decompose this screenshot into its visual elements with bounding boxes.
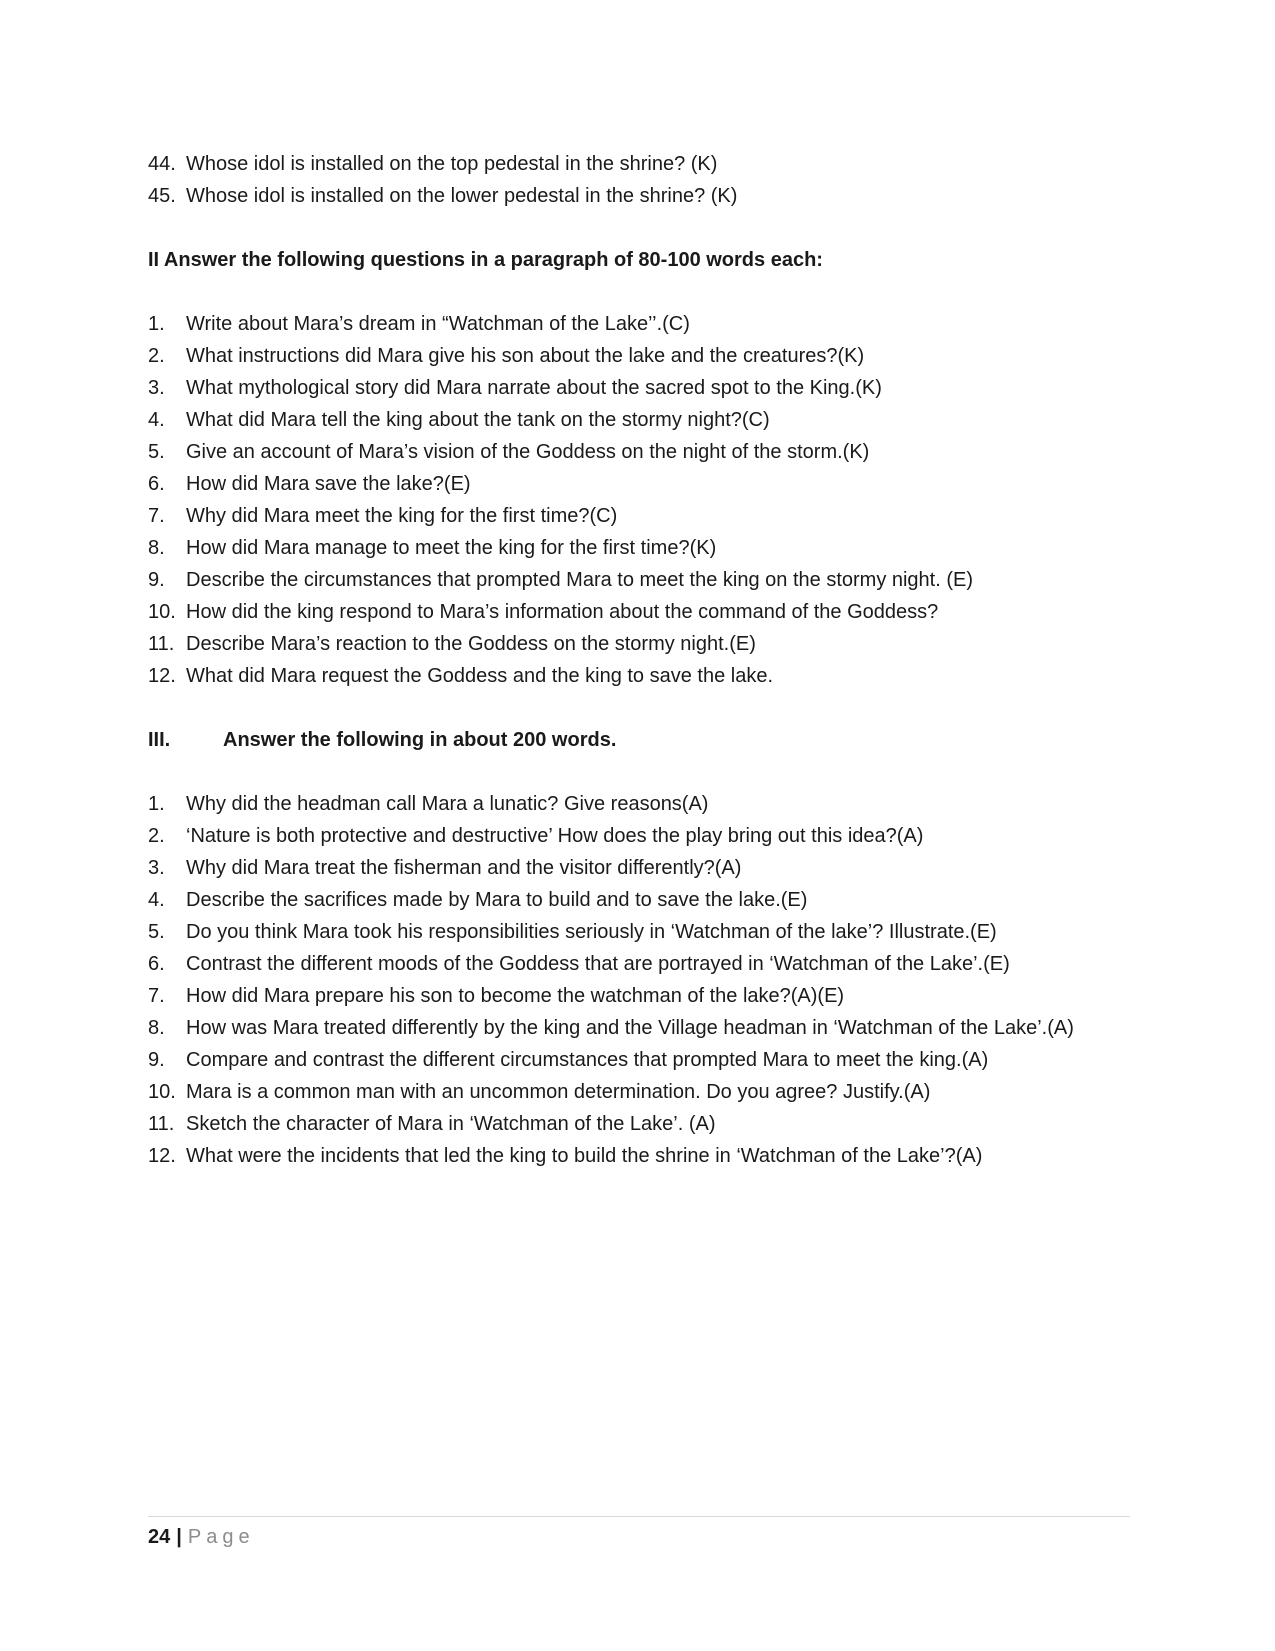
list-item-number: 10. [148,1081,176,1103]
list-item-number: 2. [148,825,165,847]
list-item-text: Describe the sacrifices made by Mara to build and to save the lake.(E) [186,889,808,911]
list-item-text: How did Mara prepare his son to become the watchman of the lake?(A)(E) [186,985,845,1007]
list-item-text: Whose idol is installed on the lower pedestal in the shrine? (K) [186,185,738,207]
list-item-number: 12. [148,1145,176,1167]
list-item-text: Do you think Mara took his responsibilities seriously in ‘Watchman of the lake’? Illustrate.(E) [186,921,997,943]
section-3-numeral: III. [148,729,171,751]
list-item-text: How did Mara save the lake?(E) [186,473,471,495]
list-item-text: Contrast the different moods of the Goddess that are portrayed in ‘Watchman of the Lake’.(E) [186,953,1010,975]
list-item-number: 11. [148,633,175,655]
list-item [148,820,1088,852]
list-item [148,500,1088,532]
list-item-number: 4. [148,409,165,431]
list-item-text: ‘Nature is both protective and destructive’ How does the play bring out this idea?(A) [186,825,924,847]
list-item [148,916,1088,948]
list-item-text: Mara is a common man with an uncommon determination. Do you agree? Justify.(A) [186,1081,931,1103]
list-item-text: Describe Mara’s reaction to the Goddess on the stormy night.(E) [186,633,756,655]
list-item [148,788,1088,820]
list-item [148,532,1088,564]
list-item-text: Give an account of Mara’s vision of the Goddess on the night of the storm.(K) [186,441,870,463]
list-item-number: 3. [148,377,165,399]
list-item-text: Write about Mara’s dream in “Watchman of the Lake’’.(C) [186,313,690,335]
list-item-text: Why did Mara meet the king for the first time?(C) [186,505,618,527]
list-item-text: Describe the circumstances that prompted Mara to meet the king on the stormy night. (E) [186,569,974,591]
page-label: Page [187,1526,255,1548]
list-item-text: Compare and contrast the different circumstances that prompted Mara to meet the king.(A) [186,1049,989,1071]
list-item [148,436,1088,468]
list-item-number: 45. [148,185,176,207]
list-item-number: 2. [148,345,165,367]
list-item [148,1076,1088,1108]
section-2-heading: II Answer the following questions in a paragraph of 80-100 words each: [148,249,823,271]
list-item-text: What mythological story did Mara narrate about the sacred spot to the King.(K) [186,377,882,399]
page-footer [148,1516,1130,1551]
list-item [148,628,1088,660]
list-item-text: What instructions did Mara give his son about the lake and the creatures?(K) [186,345,865,367]
list-item [148,1140,1088,1172]
footer-separator: | [176,1526,182,1548]
list-item-text: Sketch the character of Mara in ‘Watchman of the Lake’. (A) [186,1113,716,1135]
list-item-number: 9. [148,1049,165,1071]
section-3-question-list [148,788,1088,1172]
list-item-number: 6. [148,473,165,495]
list-item-number: 6. [148,953,165,975]
list-item [148,308,1088,340]
section-3-heading [148,724,1088,756]
list-item [148,660,1088,692]
section-3-title: Answer the following in about 200 words. [223,729,617,751]
list-item-number: 8. [148,537,165,559]
list-item [148,980,1088,1012]
list-item-text: How did Mara manage to meet the king for the first time?(K) [186,537,717,559]
list-item [148,468,1088,500]
list-item-number: 11. [148,1113,175,1135]
list-item-number: 7. [148,505,165,527]
list-item [148,340,1088,372]
list-item-text: How did the king respond to Mara’s information about the command of the Goddess? [186,601,939,623]
list-item-number: 5. [148,441,165,463]
list-item [148,884,1088,916]
list-item [148,596,1088,628]
list-item [148,180,1088,212]
list-item-text: How was Mara treated differently by the king and the Village headman in ‘Watchman of the Lake’.(A) [186,1017,1074,1039]
list-item-text: Whose idol is installed on the top pedestal in the shrine? (K) [186,153,718,175]
list-item [148,1012,1088,1044]
list-item-number: 12. [148,665,176,687]
list-item [148,852,1088,884]
list-item-text: What did Mara request the Goddess and the king to save the lake. [186,665,774,687]
list-item-number: 7. [148,985,165,1007]
list-item-text: What were the incidents that led the king to build the shrine in ‘Watchman of the Lake’?(A) [186,1145,983,1167]
list-item [148,1108,1088,1140]
list-item [148,404,1088,436]
page-content [148,148,1088,1172]
list-item-number: 8. [148,1017,165,1039]
list-item-number: 9. [148,569,165,591]
list-item-number: 5. [148,921,165,943]
list-item-number: 4. [148,889,165,911]
continued-question-list [148,148,1088,212]
section-2-question-list [148,308,1088,692]
list-item [148,372,1088,404]
list-item-number: 1. [148,313,165,335]
list-item-number: 44. [148,153,176,175]
list-item [148,148,1088,180]
list-item-text: What did Mara tell the king about the tank on the stormy night?(C) [186,409,770,431]
list-item-text: Why did Mara treat the fisherman and the visitor differently?(A) [186,857,742,879]
list-item-number: 1. [148,793,165,815]
list-item-text: Why did the headman call Mara a lunatic? Give reasons(A) [186,793,709,815]
list-item-number: 10. [148,601,176,623]
list-item [148,1044,1088,1076]
list-item [148,948,1088,980]
list-item [148,564,1088,596]
page-number: 24 [148,1526,171,1548]
list-item-number: 3. [148,857,165,879]
